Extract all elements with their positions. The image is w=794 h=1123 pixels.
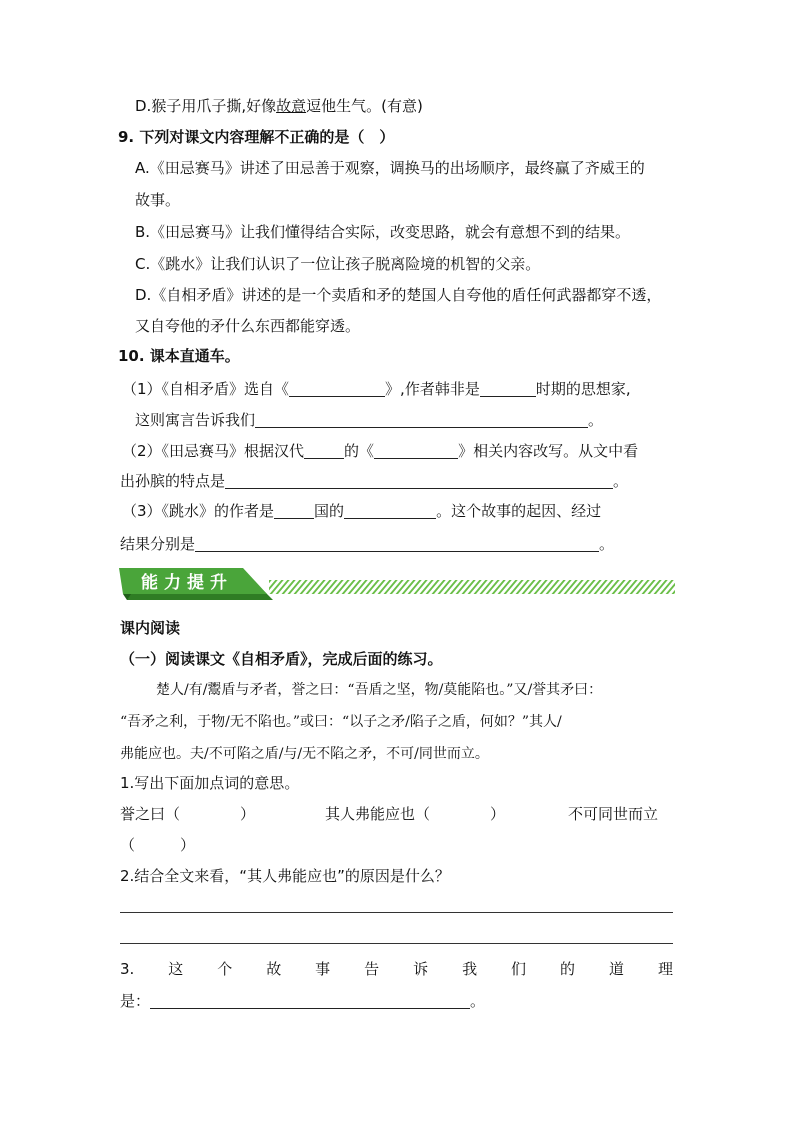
exercise3-char: 理 xyxy=(657,960,673,978)
exercise1-word1[interactable]: 誉之曰（ ） xyxy=(120,805,256,823)
answer-line-2[interactable] xyxy=(120,943,673,944)
exercise1-word3: 不可同世而立 xyxy=(568,805,659,823)
exercise1-word3-blank[interactable]: （ ） xyxy=(120,836,196,854)
blank-author-han[interactable] xyxy=(304,442,344,459)
exercise3-line1 xyxy=(120,958,673,980)
q10-item2-line1 xyxy=(122,440,638,462)
q10-item1-text-c: 时期的思想家, xyxy=(535,380,631,398)
q10-title: 10. 课本直通车。 xyxy=(118,347,240,365)
q9-option-d-line1: D.《自相矛盾》讲述的是一个卖盾和矛的楚国人自夸他的盾任何武器都穿不透， xyxy=(135,286,662,304)
q10-item2-text-d: 出孙膑的特点是 xyxy=(120,472,226,490)
banner-stripe-band xyxy=(269,580,675,594)
q8-option-d-suffix: 逗他生气。(有意) xyxy=(306,97,423,115)
q10-item2-line2 xyxy=(120,470,628,492)
blank-lesson[interactable] xyxy=(150,992,470,1009)
q9-title: 9. 下列对课文内容理解不正确的是（ ） xyxy=(118,128,395,146)
exercise3-char: 们 xyxy=(511,960,527,978)
blank-country[interactable] xyxy=(274,502,314,519)
q10-item3-text-b: 国的 xyxy=(314,502,345,520)
q9-option-d-line2: 又自夸他的矛什么东西都能穿透。 xyxy=(135,317,361,335)
blank-source-book[interactable] xyxy=(289,380,385,397)
blank-author-name[interactable] xyxy=(344,502,436,519)
q10-item1-text-a: （1）《自相矛盾》选自《 xyxy=(122,380,290,398)
q10-item2-text-b: 的《 xyxy=(344,442,375,460)
exercise3-char: 诉 xyxy=(413,960,429,978)
q9-option-a-line1: A.《田忌赛马》讲述了田忌善于观察，调换马的出场顺序，最终赢了齐威王的 xyxy=(135,159,645,177)
blank-era[interactable] xyxy=(480,380,536,397)
exercise3-char: 告 xyxy=(364,960,380,978)
q9-option-b: B.《田忌赛马》让我们懂得结合实际，改变思路，就会有意想不到的结果。 xyxy=(135,223,631,241)
q10-item1-line1 xyxy=(122,378,631,400)
exercise3-char: 事 xyxy=(315,960,331,978)
q8-option-d xyxy=(135,95,423,117)
q8-option-d-prefix: D.猴子用爪子撕,好像 xyxy=(135,97,277,115)
q10-item2-text-c: 》相关内容改写。从文中看 xyxy=(458,442,639,460)
passage-line3: 弗能应也。夫/不可陷之盾/与/无不陷之矛，不可/同世而立。 xyxy=(120,746,489,762)
q10-item3-text-d: 结果分别是 xyxy=(120,535,196,553)
q10-item3-line1 xyxy=(122,500,601,522)
period: 。 xyxy=(599,535,615,553)
period: 。 xyxy=(588,411,604,429)
exercise1-word2[interactable]: 其人弗能应也（ ） xyxy=(325,805,506,823)
exercise3-char: 道 xyxy=(608,960,624,978)
q10-item2-text-a: （2）《田忌赛马》根据汉代 xyxy=(122,442,305,460)
exercise3-text: 是： xyxy=(120,992,151,1010)
exercise3-char: 这 xyxy=(168,960,184,978)
q9-option-c: C.《跳水》让我们认识了一位让孩子脱离险境的机智的父亲。 xyxy=(135,255,541,273)
q10-item1-text-d: 这则寓言告诉我们 xyxy=(135,411,256,429)
blank-sun-bin-traits[interactable] xyxy=(225,472,613,489)
exercise3-char: 故 xyxy=(266,960,282,978)
q8-option-d-underlined: 故意 xyxy=(276,97,307,115)
exercise2-title: 2.结合全文来看，“其人弗能应也”的原因是什么？ xyxy=(120,867,450,885)
period: 。 xyxy=(470,992,486,1010)
exercise3-line2 xyxy=(120,990,485,1012)
blank-moral[interactable] xyxy=(255,411,588,428)
section-banner xyxy=(119,566,675,606)
exercise3-char: 的 xyxy=(560,960,576,978)
banner-title: 能力提升 xyxy=(141,573,233,593)
passage-line1: 楚人/有/鬻盾与矛者，誉之曰：“吾盾之坚，物/莫能陷也。”又/誉其矛曰： xyxy=(156,682,603,698)
q10-item3-line2 xyxy=(120,533,614,555)
part1-title: （一）阅读课文《自相矛盾》，完成后面的练习。 xyxy=(120,650,443,668)
answer-line-1[interactable] xyxy=(120,912,673,913)
q10-item3-text-a: （3）《跳水》的作者是 xyxy=(122,502,275,520)
exercise3-char: 个 xyxy=(217,960,233,978)
blank-han-book[interactable] xyxy=(374,442,458,459)
exercise3-char: 我 xyxy=(462,960,478,978)
q10-item1-line2 xyxy=(135,409,603,431)
passage-line2: “吾矛之利，于物/无不陷也。”或曰：“以子之矛/陷子之盾，何如？”其人/ xyxy=(120,714,562,730)
q10-item1-text-b: 》,作者韩非是 xyxy=(385,380,480,398)
exercise3-char: 3. xyxy=(120,960,135,978)
q9-option-a-line2: 故事。 xyxy=(135,191,181,209)
q10-item3-text-c: 。这个故事的起因、经过 xyxy=(436,502,602,520)
exercise1-title: 1.写出下面加点词的意思。 xyxy=(120,774,300,792)
reading-subheading: 课内阅读 xyxy=(120,619,181,637)
period: 。 xyxy=(613,472,629,490)
blank-story-structure[interactable] xyxy=(195,535,599,552)
